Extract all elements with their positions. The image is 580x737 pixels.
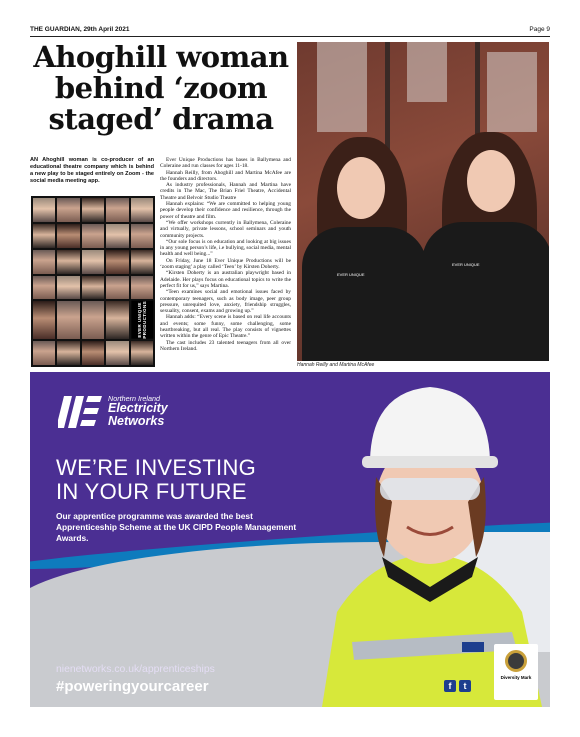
- publication-date: THE GUARDIAN, 29th April 2021: [30, 26, 130, 33]
- cast-photo: [57, 250, 79, 274]
- cast-photo: [57, 301, 79, 339]
- cast-photo: [33, 301, 55, 339]
- diversity-mark-icon: [505, 650, 527, 672]
- cast-photo: [33, 224, 55, 248]
- cast-photo: [33, 198, 55, 222]
- nie-networks-logo-icon: [58, 394, 102, 430]
- cast-photo: [131, 250, 153, 274]
- body-paragraph: “We offer workshops currently in Ballymena, Coleraine and virtually, private lessons, school seminars and youth community projects.: [160, 219, 291, 239]
- cast-photo: [131, 198, 153, 222]
- founders-photo: EVER UNIQUE EVER UNIQUE: [297, 42, 549, 361]
- cast-photo: [82, 276, 104, 300]
- body-paragraph: The cast includes 23 talented teenagers from all over Northern Ireland.: [160, 339, 291, 352]
- ad-headline-line-2: IN YOUR FUTURE: [56, 479, 247, 504]
- body-paragraph: On Friday, June 18 Ever Unique Productions will be ‘zoom staging’ a play called ‘Teen’ by Kirsten Doherty.: [160, 257, 291, 271]
- cast-photo: [82, 301, 104, 339]
- cast-photo: [82, 341, 104, 365]
- facebook-icon[interactable]: f: [444, 680, 456, 692]
- cast-photo-grid: [31, 196, 155, 367]
- diversity-mark-label: Diversity Mark: [500, 675, 532, 680]
- body-paragraph: Hannah Reilly, from Ahoghill and Martina McAfee are the founders and directors.: [160, 169, 291, 182]
- article-standfirst: AN Ahoghill woman is co-producer of an educational theatre company which is behind a new play to be staged entirely on Zoom - the social media meeting app.: [30, 157, 154, 185]
- ever-unique-logo: EVER UNIQUE PRODUCTIONS: [131, 301, 153, 339]
- cast-photo: [57, 276, 79, 300]
- cast-photo: [131, 276, 153, 300]
- ad-headline: [56, 456, 256, 504]
- cast-photo: [106, 301, 128, 339]
- ad-brand-line-2: Networks: [108, 414, 165, 428]
- body-paragraph: “Our sole focus is on education and looking at big issues in any young person’s life, i.e bullying, social media, mental health and well being...”: [160, 238, 291, 258]
- cast-photo: [82, 250, 104, 274]
- cast-photo: [82, 224, 104, 248]
- ad-headline-line-1: WE’RE INVESTING: [56, 455, 257, 480]
- social-icons: [444, 680, 471, 692]
- body-paragraph: Ever Unique Productions has bases in Ballymena and Coleraine and run classes for ages 11-18.: [160, 157, 291, 170]
- cast-photo: [33, 341, 55, 365]
- article-headline: Ahoghill woman behind ‘zoom staged’ drama: [33, 40, 289, 136]
- cast-photo: [131, 224, 153, 248]
- cast-photo: [33, 276, 55, 300]
- cast-photo: [106, 341, 128, 365]
- cast-photo: [33, 250, 55, 274]
- twitter-icon[interactable]: t: [459, 680, 471, 692]
- ad-brand-region: Northern Ireland: [108, 394, 160, 403]
- body-paragraph: Hannah adds: “Every scene is based on real life accounts and events; some funny, some challenging, some heartbreaking, but all real. The play consists of vignettes written within the genre of Epic Theatre.”: [160, 314, 291, 340]
- ad-subtext: Our apprentice programme was awarded the best Apprenticeship Scheme at the UK CIPD People Management Awards.: [56, 511, 297, 543]
- cast-photo: [106, 250, 128, 274]
- ad-hashtag: #poweringyourcareer: [56, 678, 209, 695]
- body-paragraph: “Teen examines social and emotional issues faced by contemporary teenagers, such as body image, peer group pressure, unrequited love, anxiety, friendship struggles, sexuality, consent, exams and growing up.”: [160, 289, 291, 315]
- page-number: Page 9: [529, 26, 550, 33]
- cast-photo: [57, 198, 79, 222]
- ad-brand-name: [108, 402, 168, 428]
- cast-photo: [106, 276, 128, 300]
- nie-networks-advert[interactable]: [30, 372, 550, 707]
- body-paragraph: “Kirsten Doherty is an australian playwright based in Adelaide. Her plays focus on educational topics to write the perfect fit for us,” says Martina.: [160, 270, 291, 289]
- ad-website-link[interactable]: nienetworks.co.uk/apprenticeships: [56, 664, 215, 675]
- article-body: [160, 157, 291, 352]
- cast-photo: [131, 341, 153, 365]
- cast-photo: [106, 198, 128, 222]
- cast-photo: [57, 341, 79, 365]
- body-paragraph: As industry professionals, Hannah and Martina have credits in The Mac, The Brian Friel Theatre, Accidental Theatre and Belvoir Studio Theatre: [160, 182, 291, 201]
- cast-photo: [57, 224, 79, 248]
- header-rule: [30, 36, 550, 37]
- body-paragraph: Hannah explains: “We are committed to helping young people develop their confidence and resilience, through the power of theatre and film.: [160, 201, 291, 220]
- photo-caption: Hannah Reilly and Martina McAfee: [297, 362, 375, 368]
- ad-brand-line-1: Electricity: [108, 401, 168, 415]
- cast-photo: [82, 198, 104, 222]
- diversity-mark-badge: [494, 644, 538, 700]
- cast-photo: [106, 224, 128, 248]
